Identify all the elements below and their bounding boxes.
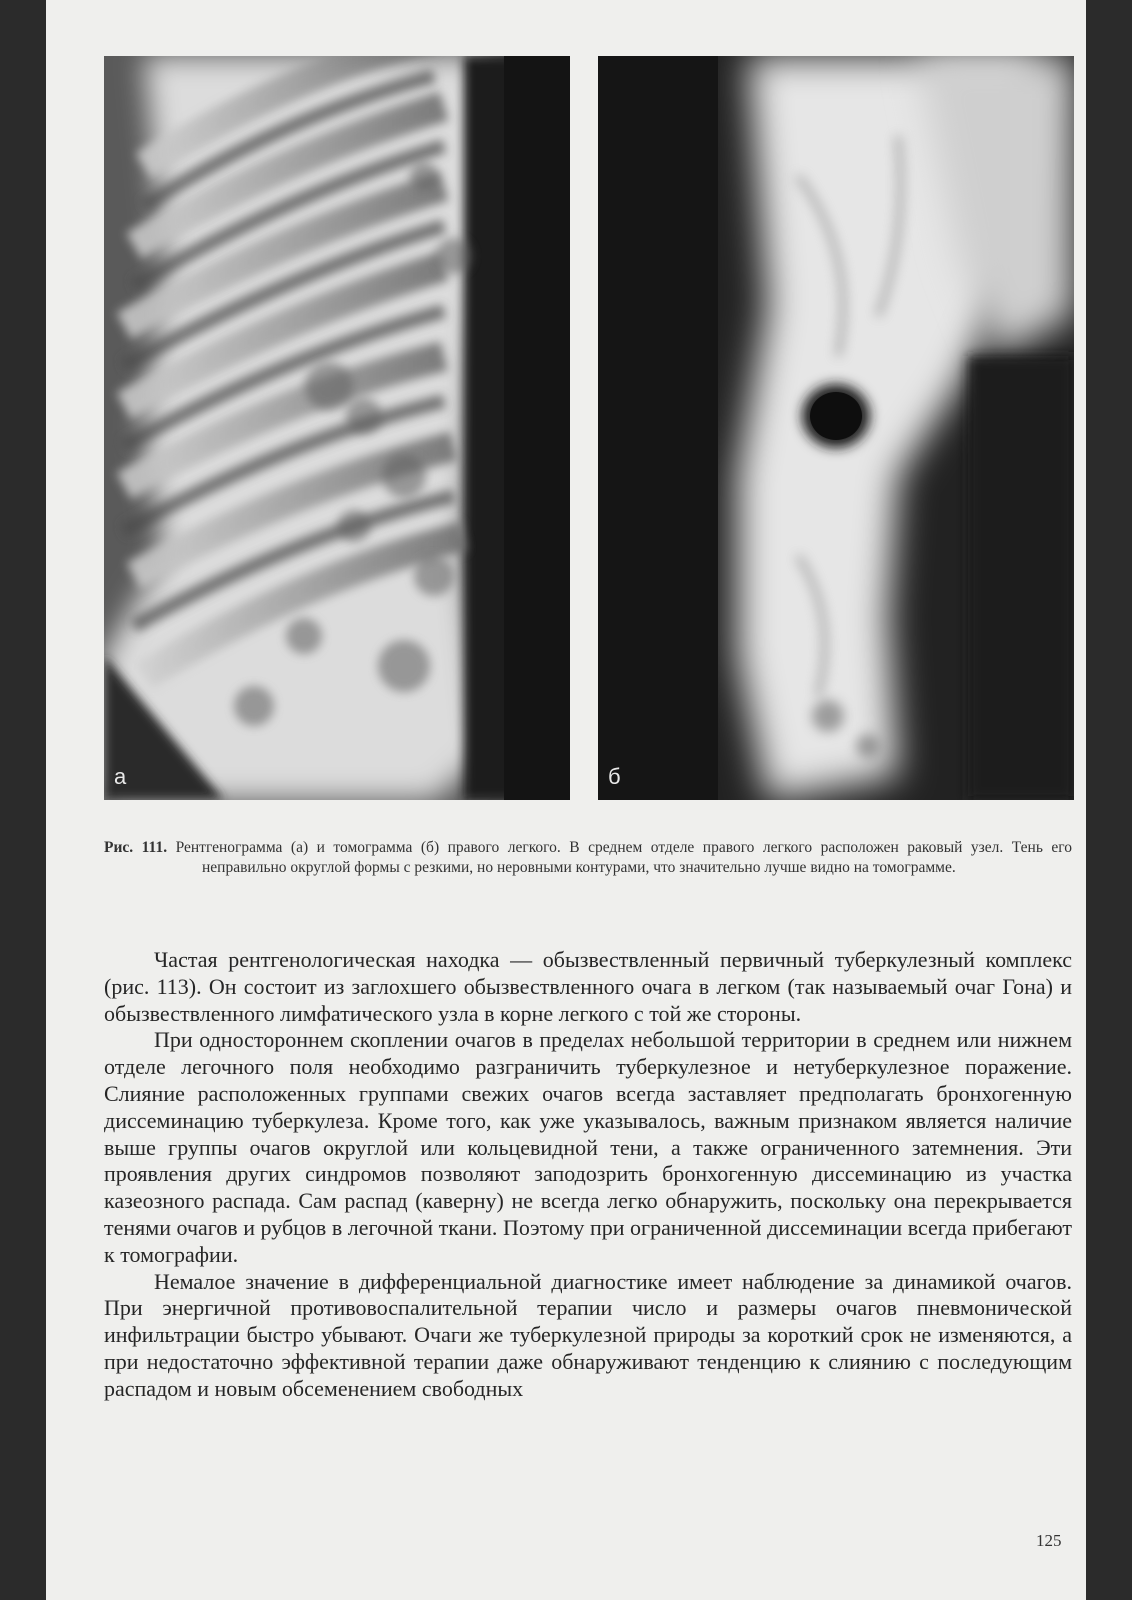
radiograph-image-a <box>104 56 570 800</box>
radiograph-illustration <box>104 56 570 800</box>
caption-text: Рентгенограмма (а) и томограмма (б) правого легкого. В среднем отделе правого легкого расположен раковый узел. Тень его неправильно округлой формы с резкими, но неровными контурами, что значительно лучше видно на томограмме. <box>175 839 1073 876</box>
figure-caption <box>104 838 1072 878</box>
body-text <box>104 947 1072 1403</box>
caption-body <box>104 838 1072 878</box>
paragraph-2: При одностороннем скоплении очагов в пределах небольшой территории в среднем или нижнем отделе легочного поля необходимо разграничить туберкулезное и нетуберкулезное поражение. Слияние расположенных группами свежих очагов всегда заставляет предполагать бронхогенную диссеминацию туберкулеза. Кроме того, как уже указывалось, важным признаком является наличие выше группы очагов округлой или кольцевидной тени, а также ограниченного затемнения. Эти проявления других синдромов позволяют заподозрить бронхогенную диссеминацию из участка казеозного распада. Сам распад (каверну) не всегда легко обнаружить, поскольку она перекрывается тенями очагов и рубцов в легочной ткани. Поэтому при ограниченной диссеминации всегда прибегают к томографии. <box>104 1027 1072 1267</box>
tomogram-image-b <box>598 56 1074 800</box>
book-page <box>46 0 1086 1600</box>
panel-label-a: а <box>114 764 127 789</box>
tomogram-illustration <box>598 56 1074 800</box>
page-number: 125 <box>1036 1531 1062 1550</box>
panel-label-b: б <box>608 764 621 789</box>
paragraph-1: Частая рентгенологическая находка — обызвествленный первичный туберкулезный комплекс (рис. 113). Он состоит из заглохшего обызвествленного очага в легком (так называемый очаг Гона) и обызвествленного лимфатического узла в корне легкого с той же стороны. <box>104 947 1072 1026</box>
caption-lead: Рис. 111. <box>104 839 168 856</box>
paragraph-3: Немалое значение в дифференциальной диагностике имеет наблюдение за динамикой очагов. При энергичной противовоспалительной терапии число и размеры очагов пневмонической инфильтрации быстро убывают. Очаги же туберкулезной природы за короткий срок не изменяются, а при недостаточно эффективной терапии даже обнаруживают тенденцию к слиянию с последующим распадом и новым обсеменением свободных <box>104 1268 1072 1401</box>
